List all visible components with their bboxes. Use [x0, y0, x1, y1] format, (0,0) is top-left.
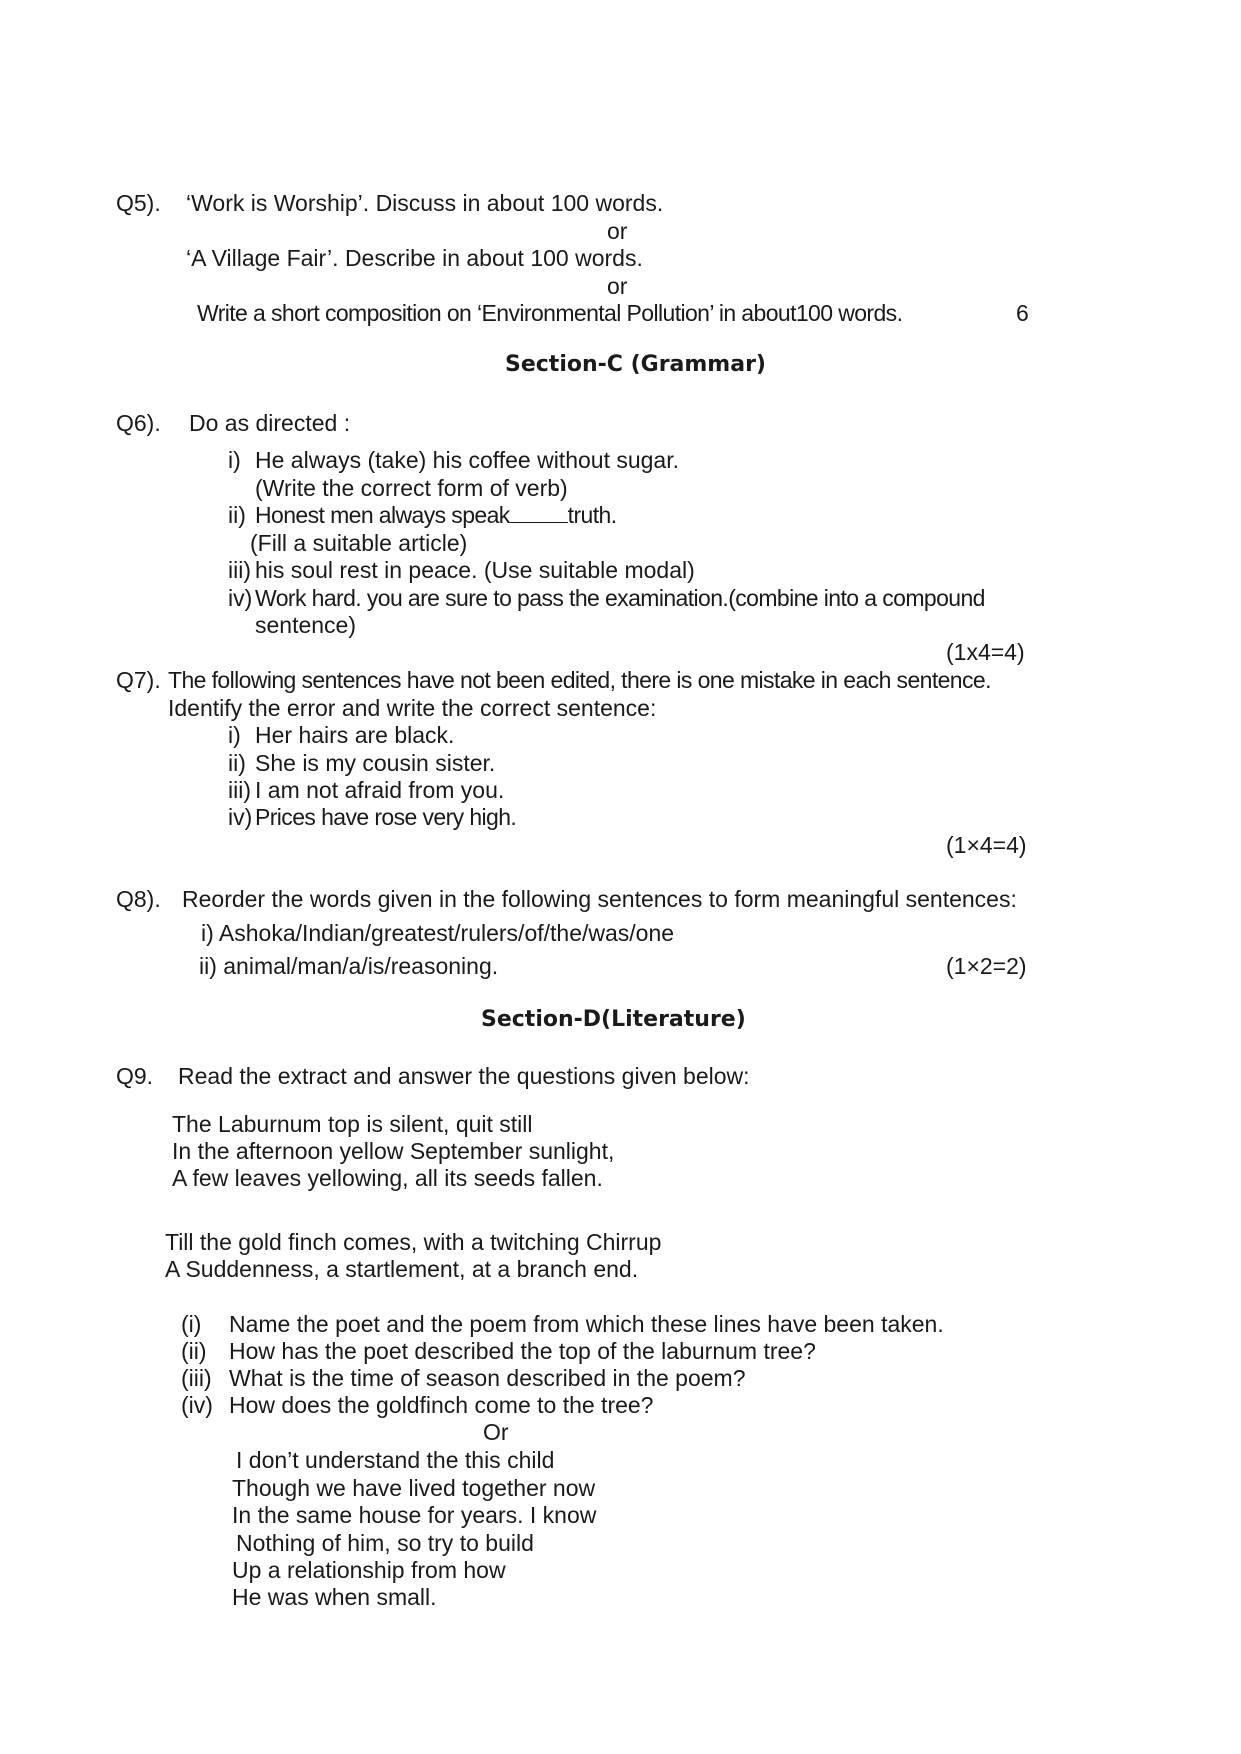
q7-item-i-num: i) — [228, 722, 241, 748]
poem-line: The Laburnum top is silent, quit still — [172, 1111, 533, 1137]
q7-item-iii-text: I am not afraid from you. — [255, 777, 505, 803]
q6-item-i-note: (Write the correct form of verb) — [255, 475, 568, 501]
q7-line-2: Identify the error and write the correct sentence: — [168, 695, 657, 721]
poem-line: Though we have lived together now — [232, 1475, 596, 1501]
q7-line-1: The following sentences have not been edited, there is one mistake in each sentence. — [168, 667, 991, 693]
q5-option-1: ‘Work is Worship’. Discuss in about 100 words. — [186, 190, 664, 216]
q6-item-ii-text-b: truth. — [567, 502, 617, 528]
q7-item-ii-num: ii) — [228, 750, 246, 776]
q9-question-num: (iv) — [181, 1392, 213, 1418]
q6-marks: (1x4=4) — [946, 639, 1025, 665]
poem-line: Till the gold finch comes, with a twitching Chirrup — [165, 1229, 662, 1255]
q8-item-i: i) Ashoka/Indian/greatest/rulers/of/the/was/one — [201, 920, 675, 946]
q6-number: Q6). — [116, 410, 161, 436]
poem-line: Up a relationship from how — [232, 1557, 506, 1583]
q8-instruction: Reorder the words given in the following sentences to form meaningful sentences: — [182, 886, 1017, 912]
q9-or: Or — [483, 1419, 509, 1445]
q7-item-iv-num: iv) — [228, 804, 253, 830]
section-d-heading: Section-D(Literature) — [481, 1007, 746, 1032]
q9-question-num: (iii) — [181, 1365, 212, 1391]
q6-item-iv-cont: sentence) — [255, 612, 357, 638]
q8-marks: (1×2=2) — [946, 953, 1027, 979]
poem-line: A Suddenness, a startlement, at a branch end. — [165, 1256, 639, 1282]
q7-item-ii-text: She is my cousin sister. — [255, 750, 496, 776]
q9-question-num: (i) — [181, 1311, 202, 1337]
q7-item-iii-num: iii) — [228, 777, 251, 803]
q7-marks: (1×4=4) — [946, 832, 1027, 858]
q9-question-text: Name the poet and the poem from which these lines have been taken. — [229, 1311, 944, 1337]
poem-line: In the afternoon yellow September sunlight, — [172, 1138, 615, 1164]
answer-blank — [510, 504, 568, 523]
section-c-heading: Section-C (Grammar) — [505, 352, 766, 377]
q9-number: Q9. — [116, 1063, 154, 1089]
q9-question-text: How does the goldfinch come to the tree? — [229, 1392, 654, 1418]
poem-line: In the same house for years. I know — [232, 1502, 597, 1528]
q9-question-text: How has the poet described the top of the laburnum tree? — [229, 1338, 816, 1364]
q6-item-iv-num: iv) — [228, 585, 253, 611]
q7-number: Q7). — [116, 667, 161, 693]
q6-item-ii-text — [255, 504, 617, 527]
q5-or-2: or — [607, 273, 628, 299]
poem-line: He was when small. — [232, 1584, 437, 1610]
q6-item-ii-note: (Fill a suitable article) — [250, 530, 468, 556]
q6-item-i-text: He always (take) his coffee without sugar. — [255, 447, 680, 473]
q6-item-ii-text-a: Honest men always speak — [255, 502, 510, 528]
poem-line: Nothing of him, so try to build — [236, 1530, 534, 1556]
q5-marks: 6 — [1016, 300, 1029, 326]
poem-line: A few leaves yellowing, all its seeds fallen. — [172, 1165, 603, 1191]
q7-item-iv-text: Prices have rose very high. — [255, 804, 517, 830]
q7-item-i-text: Her hairs are black. — [255, 722, 455, 748]
q5-number: Q5). — [116, 190, 161, 216]
q9-question-num: (ii) — [181, 1338, 207, 1364]
poem-line: I don’t understand the this child — [236, 1447, 555, 1473]
q6-item-i-num: i) — [228, 447, 241, 473]
q9-question-text: What is the time of season described in the poem? — [229, 1365, 746, 1391]
q6-instruction: Do as directed : — [189, 410, 351, 436]
q6-item-iv-text: Work hard. you are sure to pass the examination.(combine into a compound — [255, 585, 985, 611]
q6-item-iii-num: iii) — [228, 557, 251, 583]
q5-or-1: or — [607, 218, 628, 244]
q8-number: Q8). — [116, 886, 161, 912]
q5-option-3: Write a short composition on ‘Environmental Pollution’ in about100 words. — [197, 300, 903, 326]
q5-option-2: ‘A Village Fair’. Describe in about 100 words. — [186, 245, 643, 271]
q6-item-ii-num: ii) — [228, 502, 246, 528]
q6-item-iii-text: his soul rest in peace. (Use suitable modal) — [255, 557, 695, 583]
q8-item-ii: ii) animal/man/a/is/reasoning. — [199, 953, 499, 979]
q9-instruction: Read the extract and answer the questions given below: — [178, 1063, 750, 1089]
